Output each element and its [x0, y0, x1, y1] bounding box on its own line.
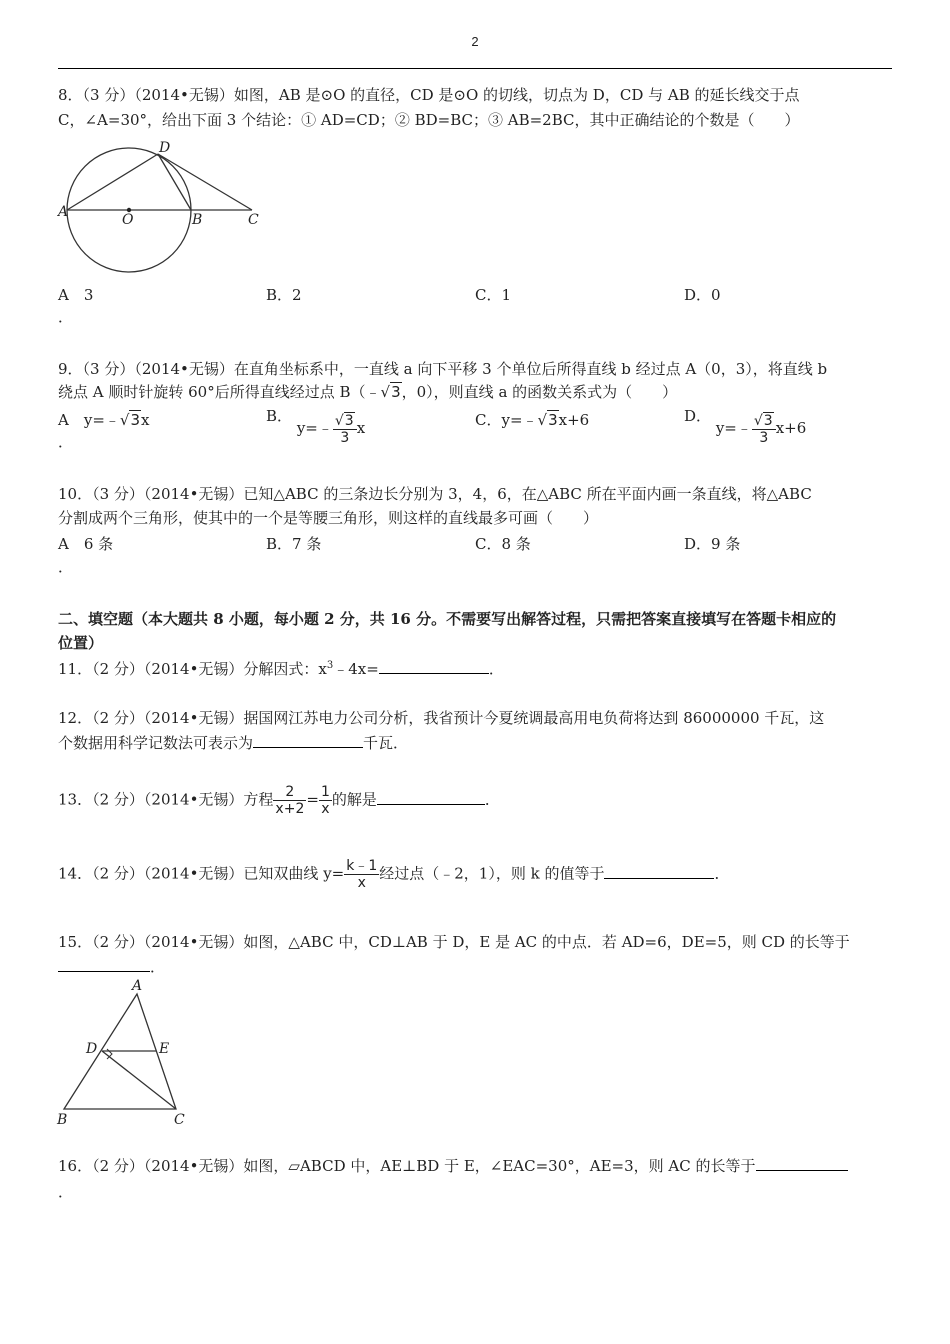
q8-circle-tangent-figure [56, 138, 266, 273]
q16-line1: 16．（2 分）（2014•无锡）如图，▱ABCD 中，AE⊥BD 于 E，∠EAC=30°，AE=3，则 AC 的长等于 [58, 1155, 848, 1176]
q12-line1: 12．（2 分）（2014•无锡）据国网江苏电力公司分析，我省预计今夏统调最高用电负荷将达到 86000000 千瓦，这 [58, 709, 825, 727]
label-d: D [86, 1041, 98, 1057]
q9-option-c: C．y=﹣√3x+6 [475, 411, 590, 429]
q12-line2: 个数据用科学记数法可表示为 千瓦． [58, 734, 409, 752]
q9-dot: ． [58, 433, 74, 451]
label-o: O [122, 212, 134, 228]
line-dc [158, 154, 252, 210]
q8-option-d: D．0 [684, 286, 721, 304]
q10-option-b: B．7 条 [266, 535, 322, 553]
label-a: A [132, 978, 143, 994]
page-number: 2 [471, 34, 479, 49]
line-db [158, 154, 191, 210]
q9-option-a: A y=﹣√3x [58, 411, 150, 429]
q9-option-d: D． y=﹣ $\frac{√3}{3}$ x+6 [684, 407, 807, 446]
header-rule [58, 68, 892, 69]
label-a: A [58, 204, 69, 220]
sqrt-symbol: √3 [380, 383, 401, 401]
q8-option-a: A 3 [58, 286, 94, 304]
label-d: D [159, 140, 171, 156]
q11: 11．（2 分）（2014•无锡）分解因式：$x^3﹣4x=$ ． [58, 660, 504, 678]
answer-blank [58, 957, 150, 972]
q8-option-b: B．2 [266, 286, 302, 304]
q9-line2: 绕点 A 顺时针旋转 60°后所得直线经过点 B（﹣√3，0），则直线 a 的函数关系式为（ ） [58, 383, 678, 401]
label-c: C [174, 1112, 185, 1128]
section2-heading-line1: 二、填空题（本大题共 8 小题，每小题 2 分，共 16 分。不需要写出解答过程，只需把答案直接填写在答题卡相应的 [58, 610, 837, 628]
answer-blank [377, 790, 485, 805]
q14: 14．（2 分）（2014•无锡）已知双曲线 y= $\frac{k﹣1}{x}$ 经过点（﹣2，1），则 k 的值等于 ． [58, 858, 730, 891]
q10-dot: ． [58, 558, 74, 576]
q16-dot: ． [58, 1183, 74, 1201]
q15-triangle-figure [54, 976, 204, 1131]
label-e: E [159, 1041, 170, 1057]
label-c: C [248, 212, 259, 228]
line-ad [67, 154, 158, 210]
q10-option-d: D．9 条 [684, 535, 741, 553]
answer-blank [379, 659, 489, 674]
q10-option-a: A 6 条 [58, 535, 114, 553]
q8-dot: ． [58, 308, 74, 326]
q10-option-c: C．8 条 [475, 535, 531, 553]
answer-blank [756, 1156, 848, 1171]
q10-line1: 10．（3 分）（2014•无锡）已知△ABC 的三条边长分别为 3，4，6，在△ABC 所在平面内画一条直线，将△ABC [58, 485, 812, 503]
q9-option-b: B． y=﹣ $\frac{√3}{3}$ x [266, 407, 366, 446]
q8-line2: C，∠A=30°，给出下面 3 个结论：① AD=CD；② BD=BC；③ AB=2BC，其中正确结论的个数是（ ） [58, 111, 800, 129]
q10-line2: 分割成两个三角形，使其中的一个是等腰三角形，则这样的直线最多可画（ ） [58, 509, 599, 527]
q15-line1: 15．（2 分）（2014•无锡）如图，△ABC 中，CD⊥AB 于 D，E 是 AC 的中点．若 AD=6，DE=5，则 CD 的长等于 [58, 933, 850, 951]
section2-heading-line2: 位置） [58, 634, 104, 652]
q8-line1: 8．（3 分）（2014•无锡）如图，AB 是⊙O 的直径，CD 是⊙O 的切线，切点为 D，CD 与 AB 的延长线交于点 [58, 86, 800, 104]
answer-blank [253, 733, 363, 748]
label-b: B [57, 1112, 68, 1128]
label-b: B [192, 212, 203, 228]
q9-line1: 9．（3 分）（2014•无锡）在直角坐标系中，一直线 a 向下平移 3 个单位后所得直线 b 经过点 A（0，3），将直线 b [58, 360, 828, 378]
q15-line2: ． [58, 956, 165, 977]
q8-option-c: C．1 [475, 286, 512, 304]
line-dc [102, 1051, 176, 1109]
q13: 13．（2 分）（2014•无锡）方程 $\frac{2}{x+2}$ = $\frac{1}{x}$ 的解是 ． [58, 784, 500, 817]
answer-blank [604, 864, 714, 879]
